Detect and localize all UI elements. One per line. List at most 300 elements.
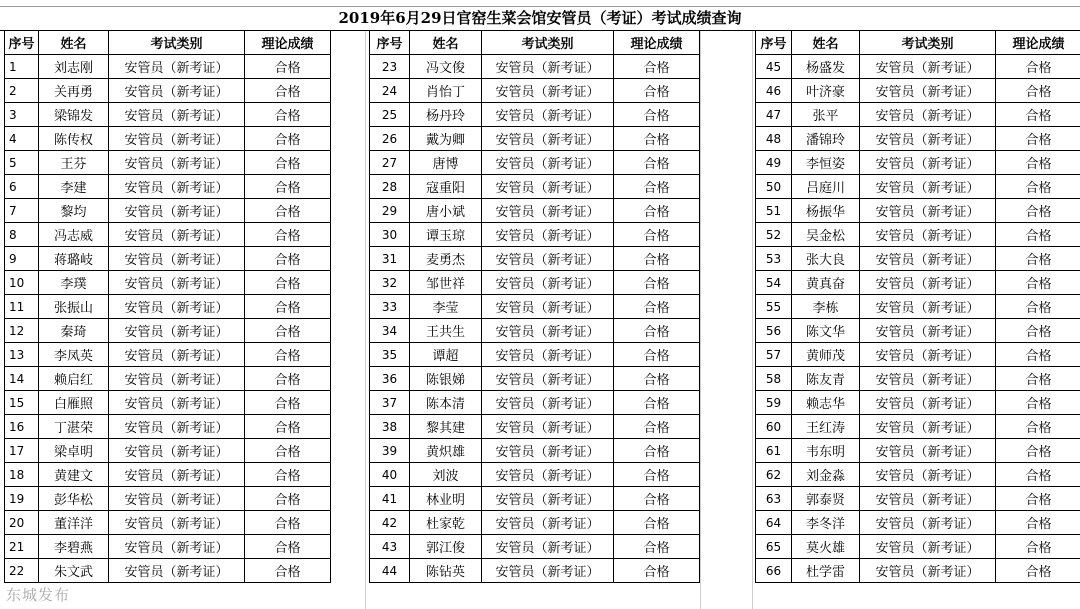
header-row — [5, 31, 331, 55]
exam-type-cell: 安管员（新考证） — [482, 439, 614, 463]
name-cell: 关再勇 — [39, 79, 109, 103]
name-cell: 张平 — [792, 103, 860, 127]
serial-number-cell: 44 — [370, 559, 410, 583]
serial-number-cell: 58 — [756, 367, 792, 391]
table-row — [370, 415, 700, 439]
theory-score-cell: 合格 — [614, 151, 700, 175]
serial-number-cell: 39 — [370, 439, 410, 463]
theory-score-cell: 合格 — [996, 295, 1080, 319]
theory-score-cell: 合格 — [245, 151, 331, 175]
name-cell: 董洋洋 — [39, 511, 109, 535]
table-row — [370, 199, 700, 223]
exam-type-cell: 安管员（新考证） — [482, 535, 614, 559]
serial-number-cell: 27 — [370, 151, 410, 175]
table-row — [756, 271, 1080, 295]
theory-score-cell: 合格 — [996, 343, 1080, 367]
theory-score-cell: 合格 — [614, 559, 700, 583]
exam-type-cell: 安管员（新考证） — [482, 295, 614, 319]
exam-type-cell: 安管员（新考证） — [482, 175, 614, 199]
exam-type-cell: 安管员（新考证） — [482, 367, 614, 391]
serial-number-cell: 59 — [756, 391, 792, 415]
theory-score-cell: 合格 — [996, 511, 1080, 535]
theory-score-cell: 合格 — [245, 559, 331, 583]
table-row — [5, 535, 331, 559]
header-row — [756, 31, 1080, 55]
name-cell: 陈传权 — [39, 127, 109, 151]
table-row — [370, 103, 700, 127]
name-cell: 黄真奋 — [792, 271, 860, 295]
theory-score-cell: 合格 — [996, 535, 1080, 559]
table-row — [370, 55, 700, 79]
name-cell: 潘锦玲 — [792, 127, 860, 151]
theory-score-cell: 合格 — [245, 511, 331, 535]
name-cell: 冯文俊 — [410, 55, 482, 79]
table-row — [756, 247, 1080, 271]
theory-score-cell: 合格 — [614, 127, 700, 151]
theory-score-cell: 合格 — [245, 343, 331, 367]
header-exam-type: 考试类别 — [860, 31, 996, 55]
name-cell: 蒋璐岐 — [39, 247, 109, 271]
exam-type-cell: 安管员（新考证） — [109, 343, 245, 367]
name-cell: 冯志威 — [39, 223, 109, 247]
table-row — [756, 319, 1080, 343]
table-row — [756, 415, 1080, 439]
exam-type-cell: 安管员（新考证） — [482, 343, 614, 367]
table-row — [370, 343, 700, 367]
name-cell: 郭江俊 — [410, 535, 482, 559]
exam-type-cell: 安管员（新考证） — [482, 271, 614, 295]
name-cell: 黄炽雄 — [410, 439, 482, 463]
serial-number-cell: 40 — [370, 463, 410, 487]
serial-number-cell: 62 — [756, 463, 792, 487]
exam-type-cell: 安管员（新考证） — [482, 391, 614, 415]
theory-score-cell: 合格 — [614, 103, 700, 127]
exam-type-cell: 安管员（新考证） — [109, 391, 245, 415]
header-exam-type: 考试类别 — [482, 31, 614, 55]
name-cell: 杜学雷 — [792, 559, 860, 583]
serial-number-cell: 26 — [370, 127, 410, 151]
header-serial: 序号 — [370, 31, 410, 55]
table-row — [370, 175, 700, 199]
theory-score-cell: 合格 — [614, 199, 700, 223]
table-row — [756, 223, 1080, 247]
exam-type-cell: 安管员（新考证） — [109, 319, 245, 343]
serial-number-cell: 33 — [370, 295, 410, 319]
table-row — [756, 559, 1080, 583]
serial-number-cell: 18 — [5, 463, 39, 487]
table-row — [370, 271, 700, 295]
exam-type-cell: 安管员（新考证） — [860, 151, 996, 175]
serial-number-cell: 6 — [5, 175, 39, 199]
table-row — [5, 367, 331, 391]
name-cell: 王红涛 — [792, 415, 860, 439]
serial-number-cell: 37 — [370, 391, 410, 415]
exam-type-cell: 安管员（新考证） — [860, 103, 996, 127]
exam-type-cell: 安管员（新考证） — [860, 535, 996, 559]
name-cell: 白雁照 — [39, 391, 109, 415]
name-cell: 彭华松 — [39, 487, 109, 511]
table-row — [5, 511, 331, 535]
theory-score-cell: 合格 — [245, 439, 331, 463]
table-row — [756, 391, 1080, 415]
header-exam-type: 考试类别 — [109, 31, 245, 55]
serial-number-cell: 34 — [370, 319, 410, 343]
name-cell: 李建 — [39, 175, 109, 199]
exam-type-cell: 安管员（新考证） — [860, 223, 996, 247]
theory-score-cell: 合格 — [614, 55, 700, 79]
table-row — [5, 295, 331, 319]
exam-type-cell: 安管员（新考证） — [109, 439, 245, 463]
exam-type-cell: 安管员（新考证） — [860, 367, 996, 391]
serial-number-cell: 19 — [5, 487, 39, 511]
table-row — [370, 511, 700, 535]
serial-number-cell: 23 — [370, 55, 410, 79]
theory-score-cell: 合格 — [996, 55, 1080, 79]
name-cell: 杨盛发 — [792, 55, 860, 79]
header-row — [370, 31, 700, 55]
name-cell: 刘志刚 — [39, 55, 109, 79]
exam-type-cell: 安管员（新考证） — [482, 103, 614, 127]
exam-type-cell: 安管员（新考证） — [109, 511, 245, 535]
table-row — [5, 463, 331, 487]
table-row — [370, 295, 700, 319]
table-row — [5, 319, 331, 343]
table-row — [5, 199, 331, 223]
exam-type-cell: 安管员（新考证） — [860, 559, 996, 583]
exam-type-cell: 安管员（新考证） — [109, 295, 245, 319]
exam-type-cell: 安管员（新考证） — [109, 415, 245, 439]
serial-number-cell: 25 — [370, 103, 410, 127]
name-cell: 谭超 — [410, 343, 482, 367]
exam-type-cell: 安管员（新考证） — [482, 199, 614, 223]
exam-type-cell: 安管员（新考证） — [482, 223, 614, 247]
header-serial: 序号 — [756, 31, 792, 55]
table-row — [5, 391, 331, 415]
serial-number-cell: 5 — [5, 151, 39, 175]
name-cell: 吴金松 — [792, 223, 860, 247]
serial-number-cell: 56 — [756, 319, 792, 343]
name-cell: 张振山 — [39, 295, 109, 319]
header-name: 姓名 — [39, 31, 109, 55]
serial-number-cell: 10 — [5, 271, 39, 295]
table-row — [370, 127, 700, 151]
exam-type-cell: 安管员（新考证） — [109, 79, 245, 103]
theory-score-cell: 合格 — [245, 127, 331, 151]
serial-number-cell: 13 — [5, 343, 39, 367]
exam-type-cell: 安管员（新考证） — [109, 535, 245, 559]
exam-type-cell: 安管员（新考证） — [109, 559, 245, 583]
serial-number-cell: 30 — [370, 223, 410, 247]
table-row — [5, 151, 331, 175]
exam-type-cell: 安管员（新考证） — [482, 151, 614, 175]
theory-score-cell: 合格 — [614, 487, 700, 511]
exam-type-cell: 安管员（新考证） — [860, 343, 996, 367]
serial-number-cell: 45 — [756, 55, 792, 79]
theory-score-cell: 合格 — [996, 223, 1080, 247]
name-cell: 李璞 — [39, 271, 109, 295]
table-row — [5, 247, 331, 271]
theory-score-cell: 合格 — [245, 271, 331, 295]
theory-score-cell: 合格 — [245, 103, 331, 127]
name-cell: 王芬 — [39, 151, 109, 175]
theory-score-cell: 合格 — [614, 367, 700, 391]
exam-type-cell: 安管员（新考证） — [482, 511, 614, 535]
table-row — [370, 439, 700, 463]
table-row — [370, 367, 700, 391]
table-row — [370, 319, 700, 343]
theory-score-cell: 合格 — [614, 175, 700, 199]
serial-number-cell: 57 — [756, 343, 792, 367]
theory-score-cell: 合格 — [614, 271, 700, 295]
name-cell: 莫火雄 — [792, 535, 860, 559]
name-cell: 陈钻英 — [410, 559, 482, 583]
column-divider — [700, 31, 701, 609]
exam-type-cell: 安管员（新考证） — [109, 103, 245, 127]
results-table-2 — [369, 30, 700, 583]
theory-score-cell: 合格 — [996, 127, 1080, 151]
name-cell: 刘金淼 — [792, 463, 860, 487]
name-cell: 杨丹玲 — [410, 103, 482, 127]
exam-type-cell: 安管员（新考证） — [860, 127, 996, 151]
exam-type-cell: 安管员（新考证） — [860, 175, 996, 199]
table-row — [756, 463, 1080, 487]
table-row — [756, 199, 1080, 223]
theory-score-cell: 合格 — [996, 79, 1080, 103]
serial-number-cell: 43 — [370, 535, 410, 559]
theory-score-cell: 合格 — [245, 55, 331, 79]
theory-score-cell: 合格 — [996, 271, 1080, 295]
table-row — [756, 295, 1080, 319]
table-row — [5, 223, 331, 247]
serial-number-cell: 64 — [756, 511, 792, 535]
serial-number-cell: 11 — [5, 295, 39, 319]
name-cell: 梁卓明 — [39, 439, 109, 463]
exam-type-cell: 安管员（新考证） — [109, 271, 245, 295]
exam-type-cell: 安管员（新考证） — [109, 487, 245, 511]
table-row — [756, 511, 1080, 535]
exam-type-cell: 安管员（新考证） — [482, 559, 614, 583]
name-cell: 黎其建 — [410, 415, 482, 439]
theory-score-cell: 合格 — [245, 79, 331, 103]
serial-number-cell: 21 — [5, 535, 39, 559]
exam-type-cell: 安管员（新考证） — [860, 319, 996, 343]
serial-number-cell: 31 — [370, 247, 410, 271]
name-cell: 林业明 — [410, 487, 482, 511]
theory-score-cell: 合格 — [614, 343, 700, 367]
theory-score-cell: 合格 — [614, 79, 700, 103]
theory-score-cell: 合格 — [996, 391, 1080, 415]
serial-number-cell: 17 — [5, 439, 39, 463]
theory-score-cell: 合格 — [245, 223, 331, 247]
table-row — [370, 535, 700, 559]
name-cell: 寇重阳 — [410, 175, 482, 199]
name-cell: 唐小斌 — [410, 199, 482, 223]
theory-score-cell: 合格 — [245, 247, 331, 271]
serial-number-cell: 4 — [5, 127, 39, 151]
serial-number-cell: 20 — [5, 511, 39, 535]
serial-number-cell: 9 — [5, 247, 39, 271]
exam-type-cell: 安管员（新考证） — [482, 247, 614, 271]
table-row — [5, 343, 331, 367]
serial-number-cell: 32 — [370, 271, 410, 295]
header-name: 姓名 — [410, 31, 482, 55]
name-cell: 陈本清 — [410, 391, 482, 415]
exam-type-cell: 安管员（新考证） — [860, 79, 996, 103]
theory-score-cell: 合格 — [996, 199, 1080, 223]
theory-score-cell: 合格 — [614, 463, 700, 487]
theory-score-cell: 合格 — [245, 367, 331, 391]
exam-type-cell: 安管员（新考证） — [860, 271, 996, 295]
theory-score-cell: 合格 — [245, 535, 331, 559]
table-row — [5, 439, 331, 463]
name-cell: 邹世祥 — [410, 271, 482, 295]
name-cell: 黄建文 — [39, 463, 109, 487]
name-cell: 黎均 — [39, 199, 109, 223]
theory-score-cell: 合格 — [245, 319, 331, 343]
results-table-3 — [755, 30, 1080, 583]
serial-number-cell: 63 — [756, 487, 792, 511]
name-cell: 韦东明 — [792, 439, 860, 463]
watermark: 东城发布 — [6, 586, 71, 604]
theory-score-cell: 合格 — [245, 175, 331, 199]
serial-number-cell: 48 — [756, 127, 792, 151]
serial-number-cell: 28 — [370, 175, 410, 199]
exam-type-cell: 安管员（新考证） — [482, 487, 614, 511]
theory-score-cell: 合格 — [245, 391, 331, 415]
table-row — [370, 487, 700, 511]
exam-type-cell: 安管员（新考证） — [482, 319, 614, 343]
serial-number-cell: 53 — [756, 247, 792, 271]
name-cell: 杜家乾 — [410, 511, 482, 535]
table-row — [370, 79, 700, 103]
theory-score-cell: 合格 — [996, 367, 1080, 391]
header-theory-score: 理论成绩 — [996, 31, 1080, 55]
serial-number-cell: 50 — [756, 175, 792, 199]
name-cell: 李凤英 — [39, 343, 109, 367]
exam-type-cell: 安管员（新考证） — [860, 439, 996, 463]
theory-score-cell: 合格 — [996, 247, 1080, 271]
theory-score-cell: 合格 — [996, 175, 1080, 199]
name-cell: 陈银娣 — [410, 367, 482, 391]
serial-number-cell: 46 — [756, 79, 792, 103]
serial-number-cell: 38 — [370, 415, 410, 439]
header-name: 姓名 — [792, 31, 860, 55]
theory-score-cell: 合格 — [245, 463, 331, 487]
theory-score-cell: 合格 — [996, 103, 1080, 127]
exam-type-cell: 安管员（新考证） — [860, 511, 996, 535]
table-row — [370, 151, 700, 175]
exam-type-cell: 安管员（新考证） — [482, 127, 614, 151]
theory-score-cell: 合格 — [614, 223, 700, 247]
name-cell: 赖志华 — [792, 391, 860, 415]
theory-score-cell: 合格 — [996, 439, 1080, 463]
serial-number-cell: 66 — [756, 559, 792, 583]
table-row — [756, 487, 1080, 511]
exam-type-cell: 安管员（新考证） — [109, 223, 245, 247]
serial-number-cell: 36 — [370, 367, 410, 391]
table-row — [756, 55, 1080, 79]
name-cell: 刘波 — [410, 463, 482, 487]
serial-number-cell: 3 — [5, 103, 39, 127]
serial-number-cell: 12 — [5, 319, 39, 343]
table-row — [756, 103, 1080, 127]
serial-number-cell: 47 — [756, 103, 792, 127]
serial-number-cell: 60 — [756, 415, 792, 439]
name-cell: 王共生 — [410, 319, 482, 343]
exam-type-cell: 安管员（新考证） — [860, 391, 996, 415]
exam-type-cell: 安管员（新考证） — [860, 463, 996, 487]
table-row — [370, 223, 700, 247]
exam-type-cell: 安管员（新考证） — [109, 55, 245, 79]
name-cell: 黄师茂 — [792, 343, 860, 367]
results-table-1 — [4, 30, 331, 583]
name-cell: 戴为卿 — [410, 127, 482, 151]
exam-type-cell: 安管员（新考证） — [860, 247, 996, 271]
name-cell: 李莹 — [410, 295, 482, 319]
theory-score-cell: 合格 — [996, 559, 1080, 583]
serial-number-cell: 14 — [5, 367, 39, 391]
name-cell: 麦勇杰 — [410, 247, 482, 271]
exam-type-cell: 安管员（新考证） — [860, 487, 996, 511]
table-row — [370, 559, 700, 583]
name-cell: 赖启红 — [39, 367, 109, 391]
theory-score-cell: 合格 — [614, 391, 700, 415]
name-cell: 丁湛荣 — [39, 415, 109, 439]
serial-number-cell: 55 — [756, 295, 792, 319]
table-row — [756, 343, 1080, 367]
theory-score-cell: 合格 — [996, 463, 1080, 487]
table-row — [756, 175, 1080, 199]
name-cell: 郭泰贤 — [792, 487, 860, 511]
serial-number-cell: 35 — [370, 343, 410, 367]
theory-score-cell: 合格 — [245, 199, 331, 223]
name-cell: 秦琦 — [39, 319, 109, 343]
serial-number-cell: 65 — [756, 535, 792, 559]
exam-type-cell: 安管员（新考证） — [482, 55, 614, 79]
serial-number-cell: 42 — [370, 511, 410, 535]
name-cell: 谭玉琼 — [410, 223, 482, 247]
table-row — [5, 175, 331, 199]
exam-type-cell: 安管员（新考证） — [482, 463, 614, 487]
exam-type-cell: 安管员（新考证） — [109, 463, 245, 487]
exam-type-cell: 安管员（新考证） — [860, 415, 996, 439]
exam-type-cell: 安管员（新考证） — [109, 127, 245, 151]
name-cell: 梁锦发 — [39, 103, 109, 127]
theory-score-cell: 合格 — [245, 415, 331, 439]
theory-score-cell: 合格 — [614, 535, 700, 559]
serial-number-cell: 1 — [5, 55, 39, 79]
exam-type-cell: 安管员（新考证） — [860, 199, 996, 223]
table-row — [756, 79, 1080, 103]
serial-number-cell: 2 — [5, 79, 39, 103]
name-cell: 肖怡丁 — [410, 79, 482, 103]
theory-score-cell: 合格 — [996, 415, 1080, 439]
theory-score-cell: 合格 — [614, 511, 700, 535]
table-row — [5, 487, 331, 511]
name-cell: 唐博 — [410, 151, 482, 175]
exam-type-cell: 安管员（新考证） — [109, 247, 245, 271]
table-row — [370, 463, 700, 487]
name-cell: 李冬洋 — [792, 511, 860, 535]
table-row — [5, 415, 331, 439]
table-row — [370, 247, 700, 271]
exam-type-cell: 安管员（新考证） — [109, 175, 245, 199]
serial-number-cell: 8 — [5, 223, 39, 247]
column-divider — [752, 31, 753, 609]
table-row — [756, 367, 1080, 391]
table-row — [756, 127, 1080, 151]
header-serial: 序号 — [5, 31, 39, 55]
